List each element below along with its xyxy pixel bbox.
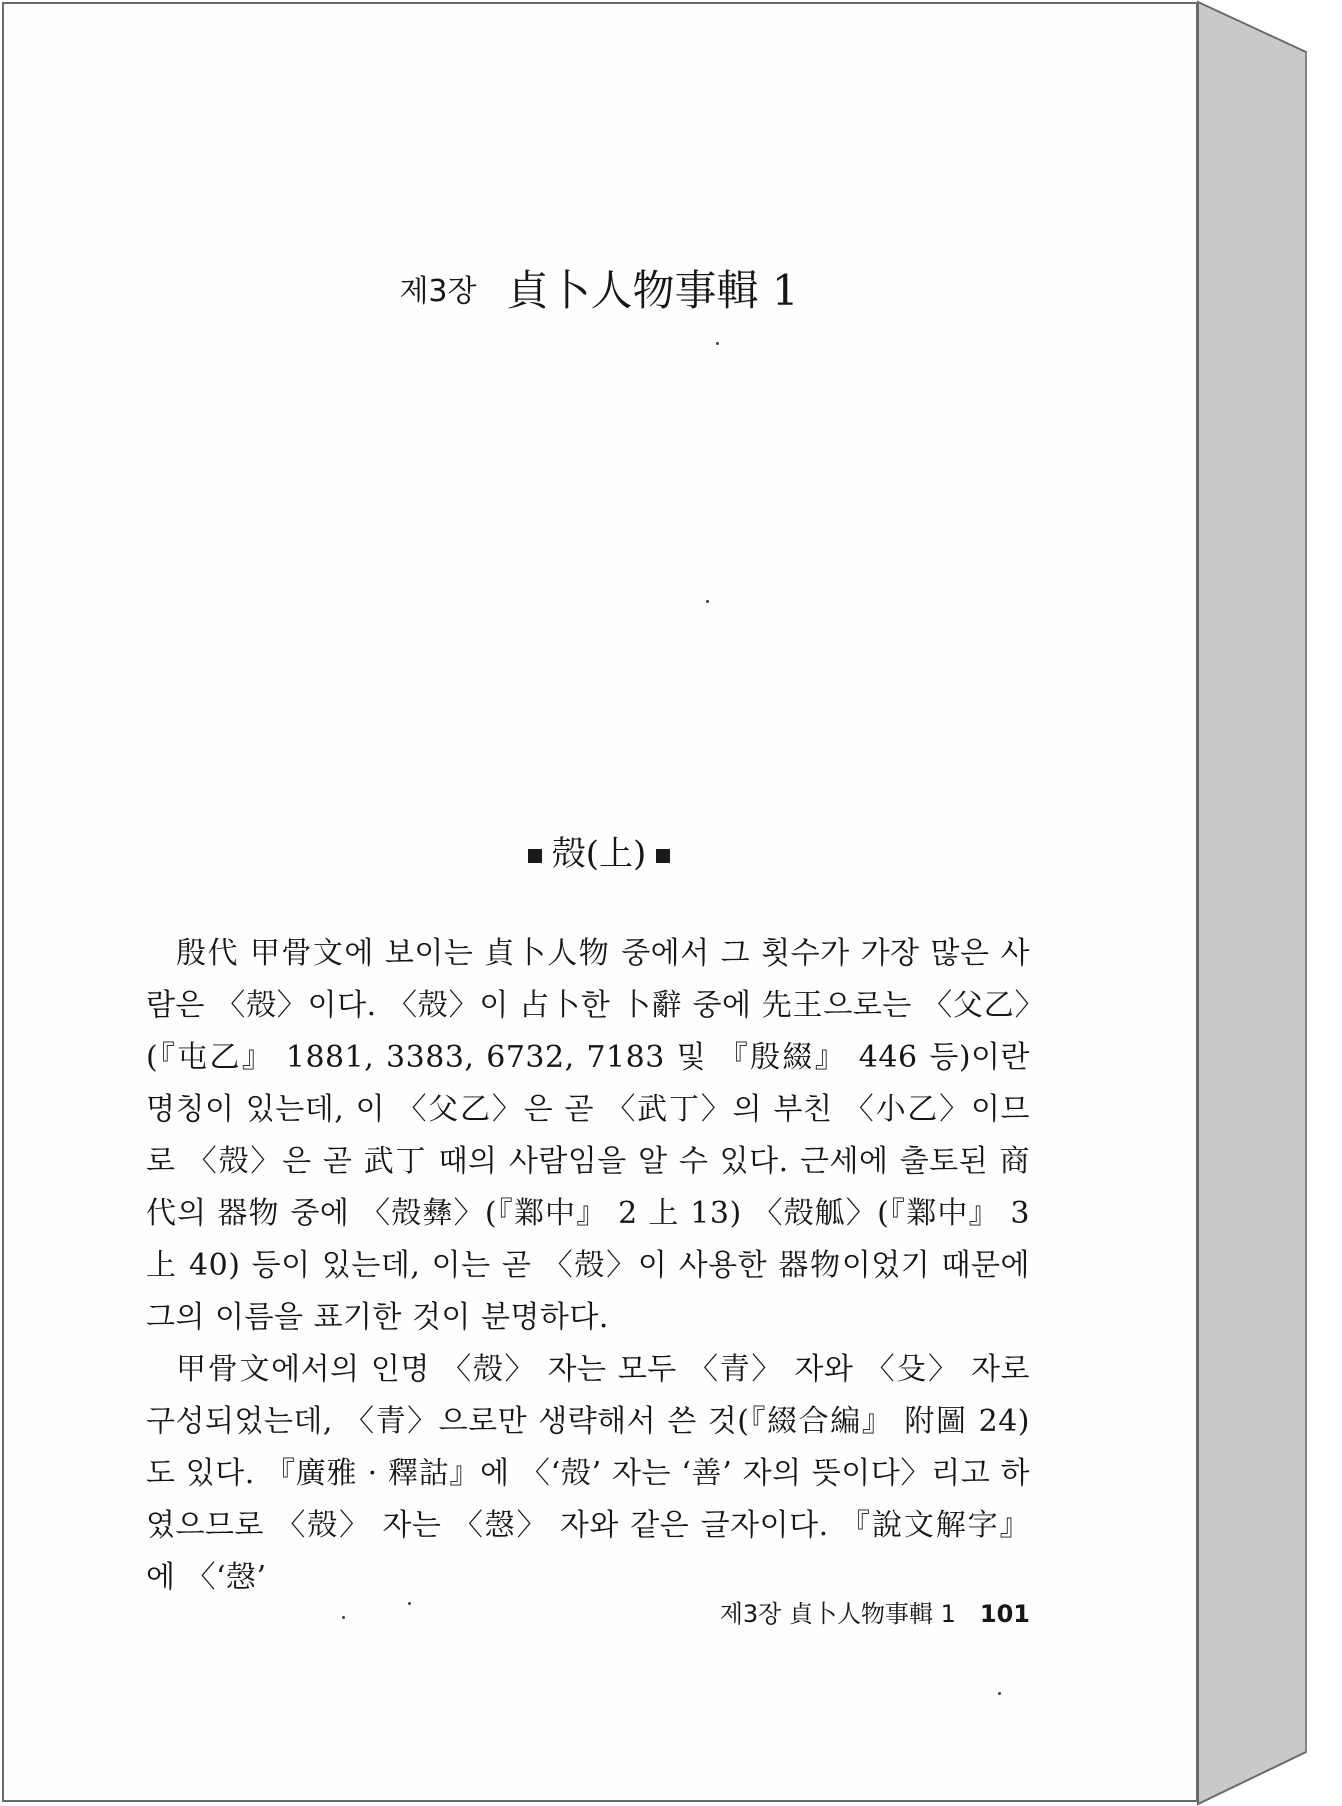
scan-speck	[716, 342, 719, 345]
chapter-number: 제3장	[399, 274, 477, 309]
section-heading	[0, 826, 1198, 875]
chapter-title	[0, 258, 1198, 318]
scan-speck	[342, 1616, 345, 1619]
paragraph-2: 甲骨文에서의 인명 〈殻〉 자는 모두 〈青〉 자와 〈殳〉 자로 구성되었는데, 〈青〉으로만 생략해서 쓴 것(『綴合編』 附圖 24)도 있다. 『廣雅 · 釋詁』에 〈‘殻’ 자는 ‘善’ 자의 뜻이다〉리고 하였으므로 〈殻〉 자는 〈愨〉 자와 같은 글자이다. 『說文解字』에 〈‘愨’	[146, 1352, 1030, 1595]
paragraph-1: 殷代 甲骨文에 보이는 貞卜人物 중에서 그 횟수가 가장 많은 사람은 〈殻〉이다. 〈殻〉이 占卜한 卜辭 중에 先王으로는 〈父乙〉(『屯乙』 1881, 3383, 6732, 7183 및 『殷綴』 446 등)이란 명칭이 있는데, 이 〈父乙〉은 곧 〈武丁〉의 부친 〈小乙〉이므로 〈殻〉은 곧 武丁 때의 사람임을 알 수 있다. 근세에 출토된 商代의 器物 중에 〈殻彝〉(『鄴中』 2 上 13) 〈殻觚〉(『鄴中』 3 上 40) 등이 있는데, 이는 곧 〈殻〉이 사용한 器物이었기 때문에 그의 이름을 표기한 것이 분명하다.	[146, 936, 1030, 1335]
footer-running-title: 제3장 貞卜人物事輯 1	[719, 1600, 956, 1628]
chapter-name: 貞卜人物事輯 1	[506, 266, 799, 315]
scan-speck	[706, 600, 709, 603]
page-number: 101	[979, 1600, 1030, 1628]
section-heading-text: 殻(上)	[551, 834, 647, 874]
black-square-icon	[656, 849, 670, 863]
scan-speck	[998, 1692, 1001, 1695]
running-footer	[680, 1594, 1030, 1629]
black-square-icon	[528, 849, 542, 863]
scan-speck	[408, 1602, 411, 1605]
body-text	[146, 928, 1030, 1604]
